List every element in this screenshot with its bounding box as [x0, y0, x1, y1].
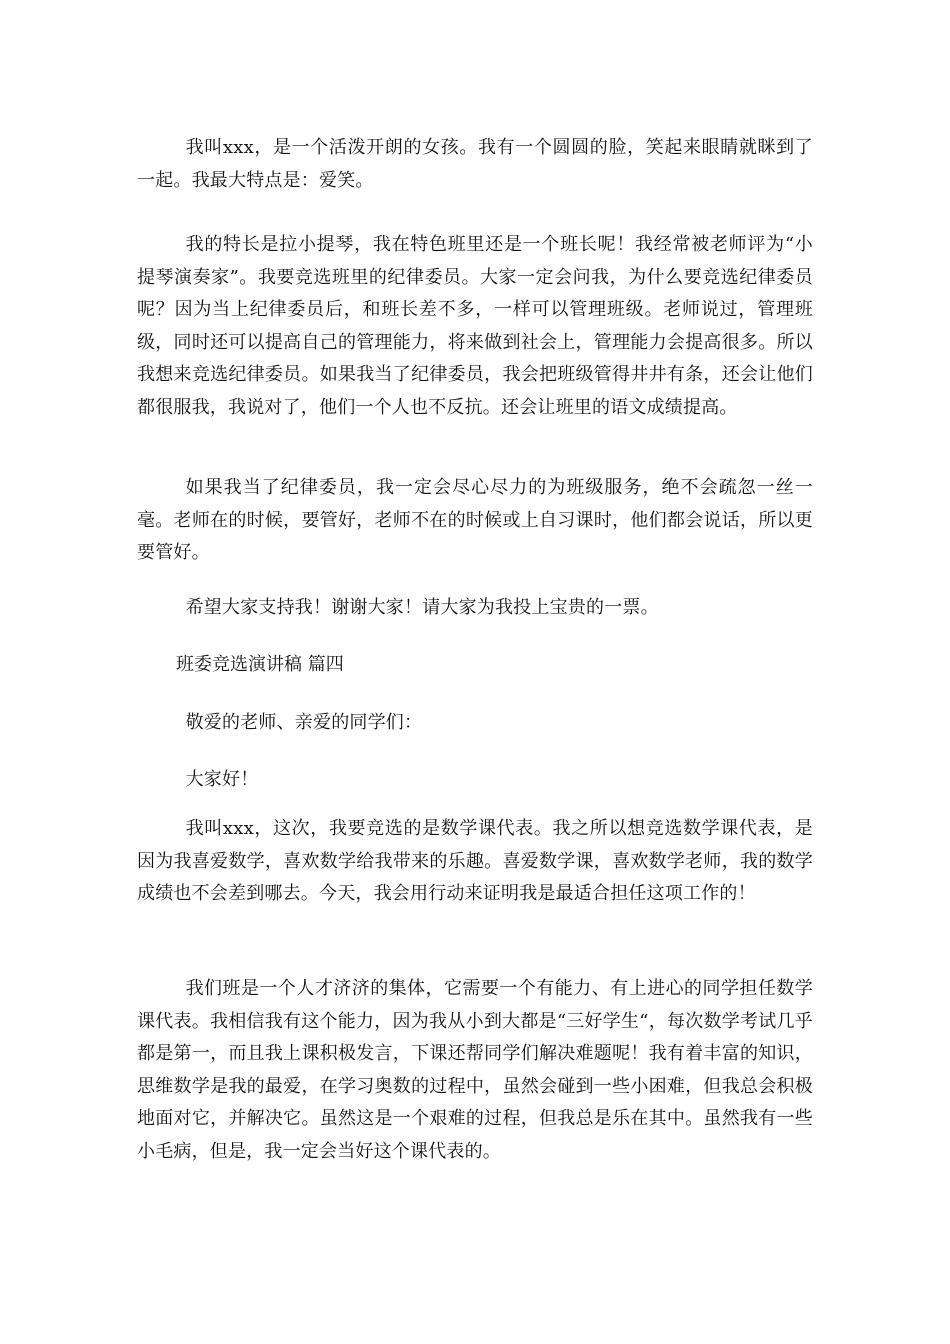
paragraph-specialty: 我的特长是拉小提琴，我在特色班里还是一个班长呢！我经常被老师评为“小提琴演奏家”。我要竞选班里的纪律委员。大家一定会问我，为什么要竞选纪律委员呢？因为当上纪律委员后，和班长差不多，一样可以管理班级。老师说过，管理班级，同时还可以提高自己的管理能力，将来做到社会上，管理能力会提高很多。所以我想来竞选纪律委员。如果我当了纪律委员，我会把班级管得井井有条，还会让他们都很服我，我说对了，他们一个人也不反抗。还会让班里的语文成绩提高。 [137, 234, 813, 418]
paragraph-math-ability: 我们班是一个人才济济的集体，它需要一个有能力、有上进心的同学担任数学课代表。我相信我有这个能力，因为我从小到大都是“三好学生“，每次数学考试几乎都是第一，而且我上课积极发言，下课还帮同学们解决难题呢！我有着丰富的知识，思维数学是我的最爱，在学习奥数的过程中，虽然会碰到一些小困难，但我总会积极地面对它，并解决它。虽然这是一个艰难的过程，但我总是乐在其中。虽然我有一些小毛病，但是，我一定会当好这个课代表的。 [137, 978, 813, 1162]
greeting: 大家好！ [185, 769, 259, 790]
section-heading: 班委竞选演讲稿 篇四 [176, 654, 344, 675]
paragraph-commitment: 如果我当了纪律委员，我一定会尽心尽力的为班级服务，绝不会疏忽一丝一毫。老师在的时候，要管好，老师不在的时候或上自习课时，他们都会说话，所以更要管好。 [137, 477, 813, 563]
salutation: 敬爱的老师、亲爱的同学们： [185, 712, 423, 733]
paragraph-closing: 希望大家支持我！谢谢大家！请大家为我投上宝贵的一票。 [185, 597, 659, 618]
paragraph-intro: 我叫xxx，是一个活泼开朗的女孩。我有一个圆圆的脸，笑起来眼睛就眯到了一起。我最大特点是：爱笑。 [137, 137, 813, 191]
paragraph-math-intro: 我叫xxx，这次，我要竞选的是数学课代表。我之所以想竞选数学课代表，是因为我喜爱数学，喜欢数学给我带来的乐趣。喜爱数学课，喜欢数学老师，我的数学成绩也不会差到哪去。今天，我会用行动来证明我是最适合担任这项工作的！ [137, 818, 813, 904]
